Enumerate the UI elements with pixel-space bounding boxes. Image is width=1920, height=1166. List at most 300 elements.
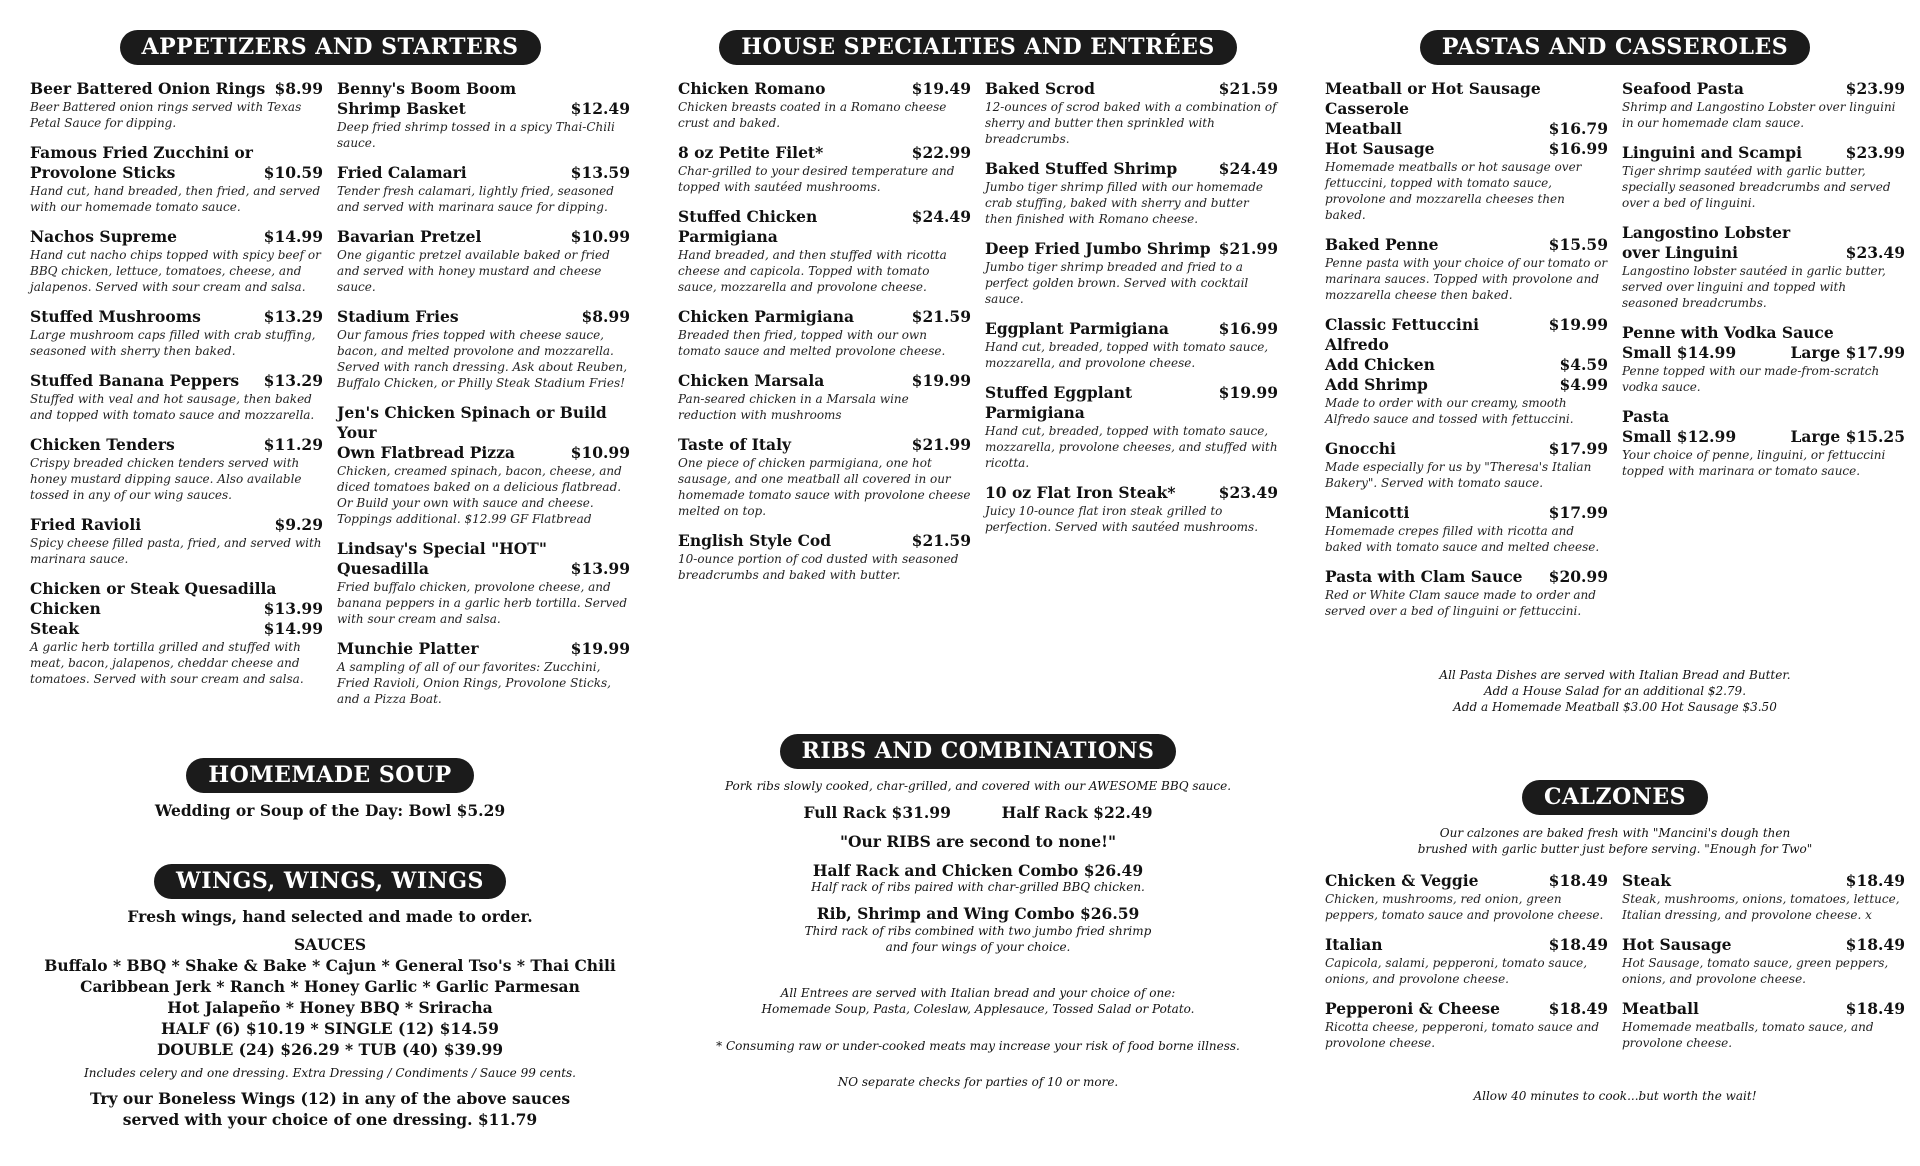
menu-item-name: Hot Sausage bbox=[1325, 139, 1435, 158]
menu-item-line bbox=[30, 307, 323, 327]
wings-price-line: DOUBLE (24) $26.29 * TUB (40) $39.99 bbox=[156, 1040, 504, 1059]
menu-item-name: Famous Fried Zucchini or bbox=[30, 143, 253, 162]
menu-item-line bbox=[1325, 79, 1608, 119]
pastas-list-left bbox=[1325, 79, 1608, 631]
menu-item-price: $18.49 bbox=[1845, 871, 1905, 890]
menu-item-line bbox=[1622, 79, 1905, 99]
wings-heading: WINGS, WINGS, WINGS bbox=[154, 864, 506, 899]
menu-item-line bbox=[337, 307, 630, 327]
menu-item-description: One piece of chicken parmigiana, one hot sausage, and one meatball all covered in our homemade tomato sauce with provolone cheese melted on top. bbox=[678, 456, 971, 518]
menu-item-description: Hand cut, breaded, topped with tomato sauce, mozzarella, provolone cheeses, and stuffed with ricotta. bbox=[985, 424, 1278, 470]
boneless-line: served with your choice of one dressing. $11.79 bbox=[122, 1110, 538, 1129]
menu-item-line bbox=[1622, 223, 1905, 243]
menu-item-description: Our famous fries topped with cheese sauce, bacon, and melted provolone and mozzarella. Served with ranch dressing. Ask about Reuben, Buffalo Chicken, or Philly Steak Stadium Fries! bbox=[337, 328, 628, 390]
menu-item-name: Own Flatbread Pizza bbox=[337, 443, 515, 462]
menu-item-price: $4.99 bbox=[1559, 375, 1608, 394]
menu-item bbox=[678, 143, 971, 195]
menu-item-description: Hand cut nacho chips topped with spicy beef or BBQ chicken, lettuce, tomatoes, cheese, and jalapenos. Served with sour cream and salsa. bbox=[30, 248, 321, 294]
menu-item-description: Large mushroom caps filled with crab stuffing, seasoned with sherry then baked. bbox=[30, 328, 316, 358]
menu-item-price: $14.99 bbox=[263, 227, 323, 246]
menu-item-description: Capicola, salami, pepperoni, tomato sauce, onions, and provolone cheese. bbox=[1325, 956, 1588, 986]
menu-item-name: 8 oz Petite Filet* bbox=[678, 143, 824, 162]
menu-item-price: $13.29 bbox=[263, 371, 323, 390]
menu-item-line bbox=[678, 207, 971, 247]
wings-intro: Fresh wings, hand selected and made to order. bbox=[127, 907, 533, 926]
menu-item-line bbox=[30, 227, 323, 247]
menu-item-name: Munchie Platter bbox=[337, 639, 479, 658]
menu-item-line bbox=[678, 307, 971, 327]
menu-item bbox=[1622, 79, 1905, 131]
menu-item-line bbox=[1325, 355, 1608, 375]
menu-item-description: Red or White Clam sauce made to order and served over a bed of linguini or fettuccini. bbox=[1325, 588, 1596, 618]
menu-item-description: Fried buffalo chicken, provolone cheese, and banana peppers in a garlic herb tortilla. Served with sour cream and salsa. bbox=[337, 580, 628, 626]
menu-item-description: Penne topped with our made-from-scratch vodka sauce. bbox=[1622, 364, 1880, 394]
entrees-note-line: All Entrees are served with Italian bread and your choice of one: bbox=[780, 986, 1176, 1000]
menu-item bbox=[985, 239, 1278, 307]
menu-item-name: Provolone Sticks bbox=[30, 163, 176, 182]
calzones-intro bbox=[1325, 825, 1905, 857]
menu-item-name: Quesadilla bbox=[337, 559, 429, 578]
menu-item-price: $23.49 bbox=[1218, 483, 1278, 502]
menu-item bbox=[985, 483, 1278, 535]
soup-heading: HOMEMADE SOUP bbox=[186, 758, 473, 793]
menu-item-name: Linguini and Scampi bbox=[1622, 143, 1802, 162]
pasta-note-line: Add a Homemade Meatball $3.00 Hot Sausage $3.50 bbox=[1453, 700, 1777, 714]
menu-item-price: $21.59 bbox=[911, 307, 971, 326]
menu-item-name: Langostino Lobster bbox=[1622, 223, 1791, 242]
menu-item-name: Small $12.99 bbox=[1622, 427, 1737, 446]
menu-item-price: $16.79 bbox=[1548, 119, 1608, 138]
menu-item-description: Jumbo tiger shrimp filled with our homemade crab stuffing, baked with sherry and butter then finished with Romano cheese. bbox=[985, 180, 1263, 226]
menu-item bbox=[678, 307, 971, 359]
menu-item bbox=[678, 79, 971, 131]
menu-item-name: Chicken & Veggie bbox=[1325, 871, 1479, 890]
menu-item bbox=[1325, 503, 1608, 555]
menu-item bbox=[985, 159, 1278, 227]
menu-item-line bbox=[1325, 375, 1608, 395]
menu-item-description: Deep fried shrimp tossed in a spicy Thai-Chili sauce. bbox=[337, 120, 615, 150]
menu-item-description: Hand cut, hand breaded, then fried, and served with our homemade tomato sauce. bbox=[30, 184, 321, 214]
menu-item-description: Crispy breaded chicken tenders served with honey mustard dipping sauce. Also available tossed in any of our wing sauces. bbox=[30, 456, 302, 502]
menu-item-price: $19.49 bbox=[911, 79, 971, 98]
menu-item-price: $23.49 bbox=[1845, 243, 1905, 262]
menu-item bbox=[1622, 143, 1905, 211]
menu-item-line bbox=[30, 619, 323, 639]
pasta-note-line: Add a House Salad for an additional $2.79. bbox=[1483, 684, 1747, 698]
menu-item-description: Stuffed with veal and hot sausage, then baked and topped with tomato sauce and mozzarella. bbox=[30, 392, 315, 422]
menu-item-price: $21.59 bbox=[911, 531, 971, 550]
menu-item-price: $11.29 bbox=[263, 435, 323, 454]
menu-item-name: Jen's Chicken Spinach or Build Your bbox=[337, 403, 607, 442]
menu-item-line bbox=[30, 435, 323, 455]
menu-item-name: Stadium Fries bbox=[337, 307, 459, 326]
menu-item bbox=[1325, 439, 1608, 491]
menu-item-price: $23.99 bbox=[1845, 79, 1905, 98]
entrees-note bbox=[678, 985, 1278, 1017]
ribs-heading: RIBS AND COMBINATIONS bbox=[780, 734, 1177, 769]
soup-section bbox=[30, 758, 630, 820]
menu-item-description: Ricotta cheese, pepperoni, tomato sauce and provolone cheese. bbox=[1325, 1020, 1600, 1050]
sauces-line: Buffalo * BBQ * Shake & Bake * Cajun * General Tso's * Thai Chili bbox=[44, 956, 616, 975]
menu-item bbox=[1622, 407, 1905, 479]
menu-item bbox=[337, 403, 630, 527]
menu-item-name: English Style Cod bbox=[678, 531, 832, 550]
menu-item bbox=[30, 371, 323, 423]
calzones-list-left bbox=[1325, 871, 1608, 1063]
menu-item-name: Meatball bbox=[1325, 119, 1402, 138]
menu-item bbox=[1325, 935, 1608, 987]
menu-item-price: $13.99 bbox=[570, 559, 630, 578]
raw-meat-warning: * Consuming raw or under-cooked meats may increase your risk of food borne illness. bbox=[716, 1039, 1240, 1053]
menu-item-price: $24.49 bbox=[911, 207, 971, 226]
menu-item-line bbox=[985, 159, 1278, 179]
menu-item-description: Tender fresh calamari, lightly fried, seasoned and served with marinara sauce for dipping. bbox=[337, 184, 614, 214]
menu-item-name: Baked Stuffed Shrimp bbox=[985, 159, 1178, 178]
menu-item-description: Made to order with our creamy, smooth Alfredo sauce and tossed with fettuccini. bbox=[1325, 396, 1574, 426]
calzones-intro-line: brushed with garlic butter just before serving. "Enough for Two" bbox=[1417, 842, 1813, 856]
menu-item-line bbox=[337, 227, 630, 247]
menu-item-description: Juicy 10-ounce flat iron steak grilled to perfection. Served with sautéed mushrooms. bbox=[985, 504, 1259, 534]
full-rack: Full Rack $31.99 bbox=[803, 803, 951, 822]
boneless-wings bbox=[30, 1088, 630, 1130]
menu-item-line bbox=[337, 539, 630, 559]
menu-item bbox=[30, 579, 323, 687]
appetizers-list-left bbox=[30, 79, 323, 719]
menu-item-line bbox=[30, 79, 323, 99]
menu-item-price: $16.99 bbox=[1218, 319, 1278, 338]
menu-item-description: Chicken, mushrooms, red onion, green peppers, tomato sauce and provolone cheese. bbox=[1325, 892, 1604, 922]
menu-item-line bbox=[1325, 139, 1608, 159]
calzones-intro-line: Our calzones are baked fresh with "Mancini's dough then bbox=[1439, 826, 1791, 840]
menu-item bbox=[1325, 871, 1608, 923]
menu-item-name: Chicken Marsala bbox=[678, 371, 825, 390]
wings-sauces bbox=[30, 934, 630, 1060]
menu-item-price: $18.49 bbox=[1845, 935, 1905, 954]
menu-item-line bbox=[985, 319, 1278, 339]
menu-item-line bbox=[1622, 143, 1905, 163]
menu-item-price: $8.99 bbox=[581, 307, 630, 326]
menu-item-name: Gnocchi bbox=[1325, 439, 1396, 458]
menu-item-line bbox=[1325, 235, 1608, 255]
menu-item-line bbox=[678, 435, 971, 455]
menu-item-description: Spicy cheese filled pasta, fried, and served with marinara sauce. bbox=[30, 536, 322, 566]
menu-item-price: $23.99 bbox=[1845, 143, 1905, 162]
menu-item-price: $10.59 bbox=[263, 163, 323, 182]
menu-item-price: $21.99 bbox=[911, 435, 971, 454]
menu-item-line bbox=[678, 143, 971, 163]
menu-item-name: Eggplant Parmigiana bbox=[985, 319, 1169, 338]
menu-item-line bbox=[985, 383, 1278, 423]
menu-item-name: 10 oz Flat Iron Steak* bbox=[985, 483, 1176, 502]
ribs-intro: Pork ribs slowly cooked, char-grilled, and covered with our AWESOME BBQ sauce. bbox=[724, 779, 1232, 793]
menu-item-price: $17.99 bbox=[1548, 439, 1608, 458]
calzones-heading: CALZONES bbox=[1522, 780, 1708, 815]
rack-prices bbox=[678, 803, 1278, 822]
menu-item-line bbox=[1325, 935, 1608, 955]
menu-item bbox=[1622, 871, 1905, 923]
menu-item-name: Chicken Parmigiana bbox=[678, 307, 855, 326]
menu-item bbox=[1325, 315, 1608, 427]
menu-item-price: $20.99 bbox=[1548, 567, 1608, 586]
menu-item-line bbox=[678, 79, 971, 99]
menu-item-line bbox=[1325, 503, 1608, 523]
menu-item-name: Stuffed Banana Peppers bbox=[30, 371, 240, 390]
menu-item-name: Chicken or Steak Quesadilla bbox=[30, 579, 277, 598]
menu-item-price: $4.59 bbox=[1559, 355, 1608, 374]
menu-item-name: over Linguini bbox=[1622, 243, 1738, 262]
wings-note: Includes celery and one dressing. Extra Dressing / Condiments / Sauce 99 cents. bbox=[84, 1066, 576, 1080]
menu-item-line bbox=[1325, 315, 1608, 355]
menu-item-price: $19.99 bbox=[1548, 315, 1608, 334]
menu-item-name: Pasta with Clam Sauce bbox=[1325, 567, 1523, 586]
menu-item-name: Penne with Vodka Sauce bbox=[1622, 323, 1834, 342]
menu-item bbox=[30, 143, 323, 215]
menu-item-name: Pepperoni & Cheese bbox=[1325, 999, 1501, 1018]
menu-item-name: Stuffed Mushrooms bbox=[30, 307, 201, 326]
menu-item-name: Add Shrimp bbox=[1325, 375, 1428, 394]
menu-item-line bbox=[337, 163, 630, 183]
menu-item-description: Jumbo tiger shrimp breaded and fried to a perfect golden brown. Served with cocktail sauce. bbox=[985, 260, 1249, 306]
menu-item-price: $22.99 bbox=[911, 143, 971, 162]
menu-item bbox=[1325, 79, 1608, 223]
specialties-heading: HOUSE SPECIALTIES AND ENTRÉES bbox=[719, 30, 1237, 65]
menu-item bbox=[985, 79, 1278, 147]
menu-item-name: Steak bbox=[30, 619, 79, 638]
separate-checks-note: NO separate checks for parties of 10 or more. bbox=[837, 1075, 1119, 1089]
menu-item-price: Large $15.25 bbox=[1790, 427, 1905, 446]
appetizers-list-right bbox=[337, 79, 630, 719]
menu-item bbox=[678, 435, 971, 519]
menu-item-price: $21.99 bbox=[1218, 239, 1278, 258]
menu-item-description: Homemade meatballs or hot sausage over fettuccini, topped with tomato sauce, provolone and mozzarella cheeses then baked. bbox=[1325, 160, 1582, 222]
menu-item-line bbox=[337, 99, 630, 119]
menu-item-line bbox=[1622, 935, 1905, 955]
menu-item bbox=[337, 163, 630, 215]
wings-section bbox=[30, 864, 630, 1130]
combo-title: Half Rack and Chicken Combo $26.49 bbox=[812, 861, 1144, 880]
menu-item-description: Hot Sausage, tomato sauce, green peppers, onions, and provolone cheese. bbox=[1622, 956, 1889, 986]
menu-item bbox=[337, 539, 630, 627]
half-rack: Half Rack $22.49 bbox=[1001, 803, 1153, 822]
menu-item-price: $10.99 bbox=[570, 443, 630, 462]
entrees-note-line: Homemade Soup, Pasta, Coleslaw, Applesauce, Tossed Salad or Potato. bbox=[761, 1002, 1195, 1016]
combo-title: Rib, Shrimp and Wing Combo $26.59 bbox=[816, 904, 1140, 923]
right-column bbox=[1325, 30, 1905, 715]
ribs-slogan: "Our RIBS are second to none!" bbox=[839, 832, 1117, 851]
menu-item-price: $13.29 bbox=[263, 307, 323, 326]
menu-item-name: Benny's Boom Boom bbox=[337, 79, 517, 98]
menu-item-line bbox=[678, 371, 971, 391]
calzones-footer: Allow 40 minutes to cook...but worth the wait! bbox=[1473, 1089, 1757, 1103]
menu-item-description: Langostino lobster sautéed in garlic butter, served over linguini and topped with seasoned breadcrumbs. bbox=[1622, 264, 1886, 310]
menu-item-price: $19.99 bbox=[570, 639, 630, 658]
menu-item-price: $13.59 bbox=[570, 163, 630, 182]
sauces-heading: SAUCES bbox=[293, 935, 367, 954]
menu-item-description: 12-ounces of scrod baked with a combination of sherry and butter then sprinkled with breadcrumbs. bbox=[985, 100, 1277, 146]
menu-item-price: $19.99 bbox=[1218, 383, 1278, 402]
menu-item-description: Breaded then fried, topped with our own tomato sauce and melted provolone cheese. bbox=[678, 328, 946, 358]
menu-item-description: Homemade crepes filled with ricotta and baked with tomato sauce and melted cheese. bbox=[1325, 524, 1600, 554]
menu-item-name: Beer Battered Onion Rings bbox=[30, 79, 266, 98]
menu-item bbox=[30, 227, 323, 295]
menu-item-line bbox=[1622, 407, 1905, 427]
combo-desc bbox=[678, 923, 1278, 955]
menu-item-price: $18.49 bbox=[1548, 935, 1608, 954]
menu-item bbox=[1325, 235, 1608, 303]
appetizers-heading: APPETIZERS AND STARTERS bbox=[120, 30, 541, 65]
menu-item-line bbox=[30, 515, 323, 535]
menu-item-price: $18.49 bbox=[1845, 999, 1905, 1018]
menu-item bbox=[1622, 223, 1905, 311]
menu-item bbox=[1622, 323, 1905, 395]
menu-item bbox=[678, 207, 971, 295]
menu-item bbox=[1325, 567, 1608, 619]
menu-item-price: $15.59 bbox=[1548, 235, 1608, 254]
menu-item-description: Chicken, creamed spinach, bacon, cheese, and diced tomatoes baked on a delicious flatbread. Or Build your own with sauce and cheese. Toppings additional. $12.99 GF Flatbread bbox=[337, 464, 622, 526]
menu-item bbox=[985, 383, 1278, 471]
menu-item bbox=[337, 639, 630, 707]
menu-item-name: Chicken Tenders bbox=[30, 435, 175, 454]
menu-item-name: Meatball bbox=[1622, 999, 1699, 1018]
specialties-list-left bbox=[678, 79, 971, 595]
menu-item-price: $18.49 bbox=[1548, 999, 1608, 1018]
menu-item-line bbox=[1622, 343, 1905, 363]
menu-item-line bbox=[337, 403, 630, 443]
menu-item bbox=[30, 79, 323, 131]
menu-item-name: Italian bbox=[1325, 935, 1383, 954]
menu-item bbox=[337, 307, 630, 391]
menu-item bbox=[337, 227, 630, 295]
pastas-list-right bbox=[1622, 79, 1905, 631]
menu-item-description: Steak, mushrooms, onions, tomatoes, lettuce, Italian dressing, and provolone cheese. x bbox=[1622, 892, 1900, 922]
menu-item-line bbox=[30, 371, 323, 391]
menu-item-line bbox=[1325, 567, 1608, 587]
combo-desc-line: and four wings of your choice. bbox=[885, 940, 1071, 954]
menu-item-line bbox=[1325, 439, 1608, 459]
menu-item-name: Stuffed Chicken Parmigiana bbox=[678, 207, 818, 246]
menu-item bbox=[30, 515, 323, 567]
menu-item bbox=[1622, 999, 1905, 1051]
menu-item-name: Steak bbox=[1622, 871, 1671, 890]
menu-item-description: One gigantic pretzel available baked or fried and served with honey mustard and cheese sauce. bbox=[337, 248, 610, 294]
left-column bbox=[30, 30, 630, 719]
menu-item-line bbox=[30, 143, 323, 163]
menu-item-price: $10.99 bbox=[570, 227, 630, 246]
menu-item-line bbox=[30, 579, 323, 599]
calzones-list-right bbox=[1622, 871, 1905, 1063]
menu-item-price: $8.99 bbox=[274, 79, 323, 98]
menu-item-price: $14.99 bbox=[263, 619, 323, 638]
menu-item-description: A sampling of all of our favorites: Zucchini, Fried Ravioli, Onion Rings, Provolone Sticks, and a Pizza Boat. bbox=[337, 660, 611, 706]
menu-item-name: Deep Fried Jumbo Shrimp bbox=[985, 239, 1211, 258]
menu-item-price: $21.59 bbox=[1218, 79, 1278, 98]
menu-item-description: Penne pasta with your choice of our tomato or marinara sauces. Topped with provolone and mozzarella cheese then baked. bbox=[1325, 256, 1608, 302]
menu-item-line bbox=[985, 483, 1278, 503]
pastas-heading: PASTAS AND CASSEROLES bbox=[1420, 30, 1810, 65]
menu-item-name: Stuffed Eggplant Parmigiana bbox=[985, 383, 1133, 422]
menu-item-line bbox=[337, 559, 630, 579]
menu-item-name: Baked Scrod bbox=[985, 79, 1095, 98]
sauces-line: Hot Jalapeño * Honey BBQ * Sriracha bbox=[167, 998, 493, 1017]
menu-item-name: Chicken bbox=[30, 599, 101, 618]
menu-item-description: 10-ounce portion of cod dusted with seasoned breadcrumbs and baked with butter. bbox=[678, 552, 959, 582]
menu-item-name: Shrimp Basket bbox=[337, 99, 466, 118]
menu-item-line bbox=[1622, 323, 1905, 343]
pasta-notes bbox=[1325, 667, 1905, 715]
menu-item bbox=[1325, 999, 1608, 1051]
menu-item-description: A garlic herb tortilla grilled and stuffed with meat, bacon, jalapenos, cheddar cheese and tomatoes. Served with sour cream and salsa. bbox=[30, 640, 304, 686]
menu-item-name: Seafood Pasta bbox=[1622, 79, 1744, 98]
menu-item-line bbox=[678, 531, 971, 551]
menu-item-name: Taste of Italy bbox=[678, 435, 791, 454]
menu-item-description: Chicken breasts coated in a Romano cheese crust and baked. bbox=[678, 100, 947, 130]
ribs-section bbox=[678, 734, 1278, 1089]
menu-item-name: Chicken Romano bbox=[678, 79, 826, 98]
menu-item-name: Bavarian Pretzel bbox=[337, 227, 482, 246]
menu-item bbox=[678, 531, 971, 583]
menu-item-line bbox=[1622, 999, 1905, 1019]
pasta-note-line: All Pasta Dishes are served with Italian Bread and Butter. bbox=[1439, 668, 1791, 682]
menu-item-name: Classic Fettuccini Alfredo bbox=[1325, 315, 1479, 354]
menu-item bbox=[1622, 935, 1905, 987]
menu-item-name: Lindsay's Special "HOT" bbox=[337, 539, 547, 558]
menu-item-name: Add Chicken bbox=[1325, 355, 1435, 374]
wings-price-line: HALF (6) $10.19 * SINGLE (12) $14.59 bbox=[161, 1019, 499, 1038]
boneless-line: Try our Boneless Wings (12) in any of the above sauces bbox=[89, 1089, 571, 1108]
menu-item-price: $12.49 bbox=[570, 99, 630, 118]
menu-item bbox=[337, 79, 630, 151]
menu-item-line bbox=[985, 79, 1278, 99]
menu-item-name: Nachos Supreme bbox=[30, 227, 177, 246]
sauces-line: Caribbean Jerk * Ranch * Honey Garlic * Garlic Parmesan bbox=[80, 977, 580, 996]
menu-item-line bbox=[30, 163, 323, 183]
menu-item-name: Small $14.99 bbox=[1622, 343, 1737, 362]
menu-item-price: $19.99 bbox=[911, 371, 971, 390]
menu-item-description: Tiger shrimp sautéed with garlic butter, specially seasoned breadcrumbs and served over a bed of linguini. bbox=[1622, 164, 1891, 210]
menu-item-name: Meatball or Hot Sausage Casserole bbox=[1325, 79, 1541, 118]
menu-item-price: $17.99 bbox=[1548, 503, 1608, 522]
menu-item-price: $18.49 bbox=[1548, 871, 1608, 890]
combo-desc: Half rack of ribs paired with char-grilled BBQ chicken. bbox=[811, 880, 1145, 894]
menu-item-price: $13.99 bbox=[263, 599, 323, 618]
menu-item-description: Char-grilled to your desired temperature and topped with sautéed mushrooms. bbox=[678, 164, 955, 194]
middle-column bbox=[678, 30, 1278, 595]
menu-item-line bbox=[1622, 871, 1905, 891]
menu-item-description: Homemade meatballs, tomato sauce, and provolone cheese. bbox=[1622, 1020, 1874, 1050]
menu-item-name: Fried Ravioli bbox=[30, 515, 142, 534]
menu-item-line bbox=[1622, 243, 1905, 263]
menu-item bbox=[678, 371, 971, 423]
menu-item-description: Hand cut, breaded, topped with tomato sauce, mozzarella, and provolone cheese. bbox=[985, 340, 1269, 370]
menu-item-price: $16.99 bbox=[1548, 139, 1608, 158]
menu-item-line bbox=[1325, 871, 1608, 891]
menu-item-description: Shrimp and Langostino Lobster over linguini in our homemade clam sauce. bbox=[1622, 100, 1896, 130]
menu-item-name: Baked Penne bbox=[1325, 235, 1439, 254]
menu-item-description: Beer Battered onion rings served with Texas Petal Sauce for dipping. bbox=[30, 100, 302, 130]
soup-line: Wedding or Soup of the Day: Bowl $5.29 bbox=[154, 801, 506, 820]
menu-item-description: Pan-seared chicken in a Marsala wine reduction with mushrooms bbox=[678, 392, 909, 422]
menu-item bbox=[985, 319, 1278, 371]
menu-item-line bbox=[337, 443, 630, 463]
menu-item-line bbox=[1325, 119, 1608, 139]
menu-item-name: Manicotti bbox=[1325, 503, 1410, 522]
menu-item-line bbox=[337, 639, 630, 659]
menu-item-price: $24.49 bbox=[1218, 159, 1278, 178]
specialties-list-right bbox=[985, 79, 1278, 595]
menu-item bbox=[30, 435, 323, 503]
menu-item-name: Hot Sausage bbox=[1622, 935, 1732, 954]
menu-item-line bbox=[1325, 999, 1608, 1019]
